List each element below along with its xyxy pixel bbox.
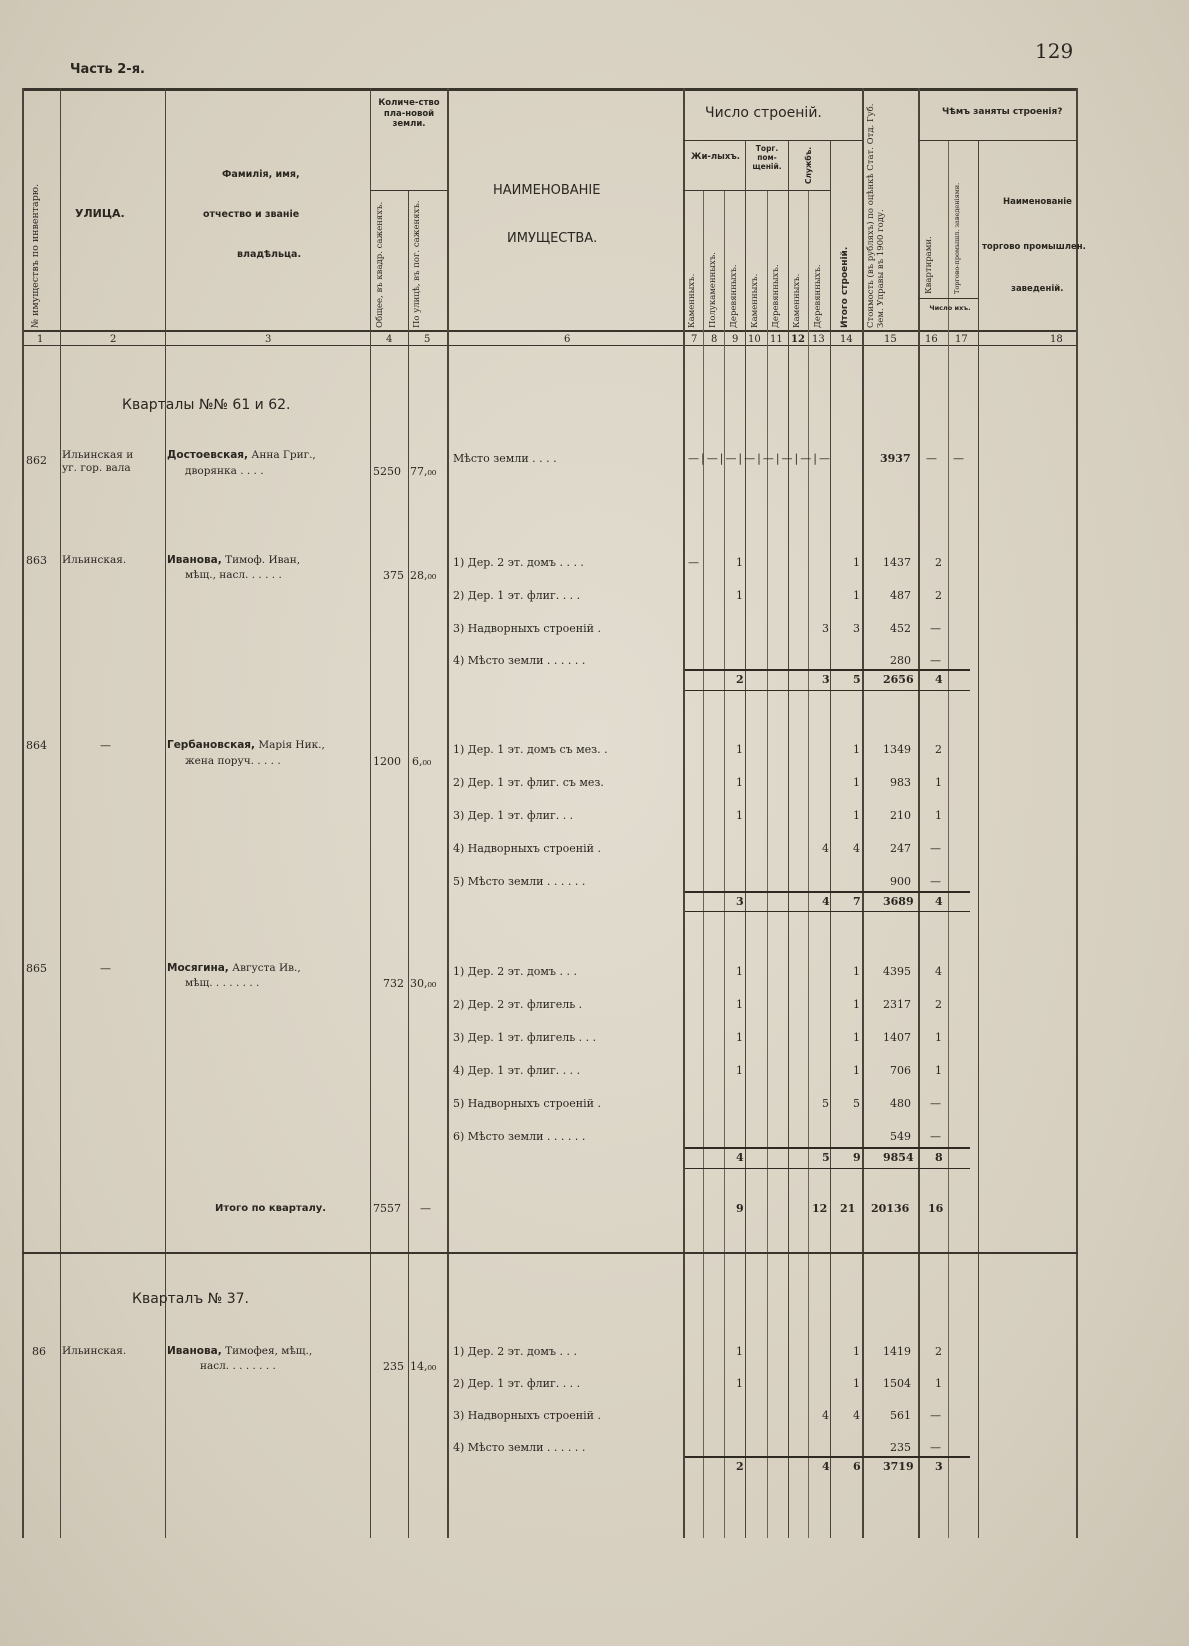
subtotal-service: 4 <box>822 895 830 908</box>
land-frontage: 6,₀₀ <box>412 755 432 768</box>
cost-value: 561 <box>890 1409 911 1422</box>
wooden-living-count: 1 <box>736 998 743 1011</box>
subtotal-line <box>685 1147 970 1149</box>
street-name: Ильинская. <box>62 1345 127 1357</box>
apartments-count: — <box>930 842 941 855</box>
col-divider <box>60 88 61 1538</box>
wooden-living-count: 1 <box>736 743 743 756</box>
header-col5: По улицѣ, въ пог. саженяхъ. <box>412 200 422 328</box>
header-col7: Каменныхъ. <box>687 273 697 328</box>
header-col13: Деревянныхъ. <box>813 264 823 328</box>
property-item: 1) Дер. 2 эт. домъ . . . . <box>453 556 584 569</box>
subtotal-wooden: 2 <box>736 1460 744 1473</box>
owner-name: Иванова, <box>167 554 222 566</box>
col-divider <box>788 140 789 1538</box>
owner-name-rest: Тимофея, мѣщ., <box>225 1345 313 1357</box>
street-name: уг. гор. вала <box>62 462 131 474</box>
owner-name: Мосягина, <box>167 962 229 974</box>
col-divider <box>745 140 746 1538</box>
owner-name-rest: Августа Ив., <box>232 962 301 974</box>
quarter-total-front: — <box>420 1202 431 1215</box>
header-item-2: ИМУЩЕСТВА. <box>507 231 598 246</box>
land-frontage: 14,₀₀ <box>410 1360 437 1373</box>
col-divider <box>830 140 831 1538</box>
header-buildings-group: Число строеній. <box>705 105 822 121</box>
apartments-count: — <box>930 1130 941 1143</box>
apartments-count: 1 <box>935 776 942 789</box>
building-dashes: —|—|—|—|—|—|—|— <box>688 452 832 465</box>
table-left-border <box>22 88 24 1538</box>
col-number: 17 <box>955 334 968 345</box>
table-right-border <box>1076 88 1078 1538</box>
header-col18-3: заведеній. <box>1011 284 1064 294</box>
wooden-living-count: 1 <box>736 1345 743 1358</box>
header-count: Число ихъ. <box>929 304 971 312</box>
total-buildings: 1 <box>853 1031 860 1044</box>
col-number: 16 <box>925 334 938 345</box>
property-item: 3) Дер. 1 эт. флигель . . . <box>453 1031 597 1044</box>
header-street: УЛИЦА. <box>75 207 125 220</box>
street-name: — <box>100 739 111 752</box>
quarter-total-wooden: 9 <box>736 1202 744 1215</box>
cost-value: 2317 <box>883 998 911 1011</box>
wooden-living-count: 1 <box>736 1031 743 1044</box>
property-number: 864 <box>26 739 47 752</box>
land-frontage: 77,₀₀ <box>410 465 437 478</box>
subtotal-buildings: 5 <box>853 673 861 686</box>
col-divider <box>918 88 920 1538</box>
apartments-count: 2 <box>935 589 942 602</box>
col-number: 13 <box>812 334 825 345</box>
apartments-count: — <box>930 654 941 667</box>
header-subline <box>683 140 862 141</box>
apartments-count: 1 <box>935 1064 942 1077</box>
col-divider <box>767 190 768 1538</box>
header-occupied-group: Чѣмъ заняты строенія? <box>942 107 1063 117</box>
subtotal-apartments: 4 <box>935 673 943 686</box>
property-number: 862 <box>26 454 47 467</box>
header-col18-2: торгово промышлен. <box>982 242 1086 252</box>
col-number: 5 <box>424 334 431 345</box>
cost-value: 549 <box>890 1130 911 1143</box>
property-item: 2) Дер. 1 эт. флиг. . . . <box>453 589 581 602</box>
subtotal-service: 4 <box>822 1460 830 1473</box>
total-buildings: 1 <box>853 1345 860 1358</box>
property-item: 2) Дер. 2 эт. флигель . <box>453 998 583 1011</box>
cost-value: 1437 <box>883 556 911 569</box>
header-col15: Стоимость (въ рубляхъ) по оцѣнкѣ Стат. Отд. Губ. Зем. Управы въ 1900 году. <box>866 103 886 328</box>
apartments-count: 4 <box>935 965 942 978</box>
apartments-count: — <box>930 622 941 635</box>
property-item: 4) Мѣсто земли . . . . . . <box>453 1441 586 1454</box>
owner-name-rest: Тимоф. Иван, <box>225 554 301 566</box>
land-area: 1200 <box>373 755 401 768</box>
owner-title: дворянка . . . . <box>185 465 264 477</box>
total-buildings: 1 <box>853 965 860 978</box>
wooden-living-count: 1 <box>736 776 743 789</box>
header-col9: Деревянныхъ. <box>729 264 739 328</box>
owner-title: мѣщ. . . . . . . . <box>185 977 260 989</box>
header-col12: Каменныхъ. <box>792 273 802 328</box>
col-number: 4 <box>386 334 393 345</box>
total-buildings: 1 <box>853 589 860 602</box>
quarter-total-service: 12 <box>812 1202 828 1215</box>
header-col18-1: Наименованіе <box>1003 197 1072 207</box>
subtotal-apartments: 4 <box>935 895 943 908</box>
col-number: 15 <box>884 334 897 345</box>
wooden-service-count: 3 <box>822 622 829 635</box>
col-number: 10 <box>748 334 761 345</box>
col-number: 18 <box>1050 334 1063 345</box>
header-col11: Деревянныхъ. <box>771 264 781 328</box>
cost-value: 4395 <box>883 965 911 978</box>
col-divider <box>808 190 809 1538</box>
owner-name: Достоевская, <box>167 449 249 461</box>
cost-value: 706 <box>890 1064 911 1077</box>
header-trade: Торг. пом-щеній. <box>752 144 782 171</box>
quarter-title: Кварталы №№ 61 и 62. <box>122 397 291 413</box>
wooden-living-count: 1 <box>736 965 743 978</box>
property-item: 2) Дер. 1 эт. флиг. съ мез. <box>453 776 604 789</box>
property-item: 1) Дер. 1 эт. домъ съ мез. . <box>453 743 608 756</box>
cost-value: 3937 <box>880 452 911 465</box>
subtotal-apartments: 8 <box>935 1151 943 1164</box>
total-buildings: 1 <box>853 556 860 569</box>
property-item: 4) Надворныхъ строеній . <box>453 842 601 855</box>
apartments-count: — <box>930 875 941 888</box>
subtotal-wooden: 3 <box>736 895 744 908</box>
col-number: 6 <box>564 334 571 345</box>
total-buildings: 3 <box>853 622 860 635</box>
cost-value: 247 <box>890 842 911 855</box>
subtotal-buildings: 7 <box>853 895 861 908</box>
col-number: 7 <box>691 334 698 345</box>
cost-value: 235 <box>890 1441 911 1454</box>
block-separator <box>22 1252 1078 1254</box>
property-number: 865 <box>26 962 47 975</box>
street-name: Ильинская и <box>62 449 134 461</box>
subtotal-cost: 3689 <box>883 895 914 908</box>
apartments-count: — <box>930 1097 941 1110</box>
col-divider <box>447 88 449 1538</box>
cost-value: 1504 <box>883 1377 911 1390</box>
header-col10: Каменныхъ. <box>750 273 760 328</box>
cost-value: 280 <box>890 654 911 667</box>
col-number: 14 <box>840 334 853 345</box>
header-service: Службъ. <box>804 146 813 184</box>
land-frontage: 30,₀₀ <box>410 977 437 990</box>
dash: — <box>688 556 699 569</box>
apartments-count: — <box>930 1441 941 1454</box>
subtotal-line <box>685 669 970 671</box>
property-item: 3) Дер. 1 эт. флиг. . . <box>453 809 574 822</box>
property-item: Мѣсто земли . . . . <box>453 452 557 465</box>
subtotal-line <box>685 891 970 893</box>
apartments-count: 2 <box>935 998 942 1011</box>
apartments-count: 2 <box>935 556 942 569</box>
apartments-count: 2 <box>935 1345 942 1358</box>
col-divider <box>408 190 409 1538</box>
cost-value: 900 <box>890 875 911 888</box>
cost-value: 983 <box>890 776 911 789</box>
street-name: — <box>100 962 111 975</box>
quarter-total-cost: 20136 <box>871 1202 910 1215</box>
cost-value: 487 <box>890 589 911 602</box>
col-number: 8 <box>711 334 718 345</box>
subtotal-line <box>685 1456 970 1458</box>
header-owner-1: Фамилія, имя, <box>222 169 300 180</box>
col-number: 11 <box>770 334 783 345</box>
subtotal-service: 3 <box>822 673 830 686</box>
owner-title: мѣщ., насл. . . . . . <box>185 569 282 581</box>
header-col1: № имуществъ по инвентарю. <box>30 183 41 328</box>
subtotal-wooden: 2 <box>736 673 744 686</box>
col-divider <box>978 140 979 1538</box>
subtotal-wooden: 4 <box>736 1151 744 1164</box>
cost-value: 452 <box>890 622 911 635</box>
col-divider <box>165 88 166 1538</box>
wooden-living-count: 1 <box>736 589 743 602</box>
wooden-living-count: 1 <box>736 809 743 822</box>
property-item: 4) Дер. 1 эт. флиг. . . . <box>453 1064 581 1077</box>
subtotal-cost: 2656 <box>883 673 914 686</box>
owner-name-rest: Марія Ник., <box>258 739 325 751</box>
total-buildings: 1 <box>853 743 860 756</box>
col-number: 3 <box>265 334 272 345</box>
property-item: 5) Надворныхъ строеній . <box>453 1097 601 1110</box>
cost-value: 1407 <box>883 1031 911 1044</box>
subtotal-cost: 9854 <box>883 1151 914 1164</box>
subtotal-buildings: 9 <box>853 1151 861 1164</box>
header-col17: Торгово-промышл. заведеніями. <box>953 182 961 294</box>
quarter-title: Кварталъ № 37. <box>132 1291 249 1307</box>
land-area: 235 <box>383 1360 404 1373</box>
header-subline <box>918 140 1076 141</box>
property-item: 2) Дер. 1 эт. флиг. . . . <box>453 1377 581 1390</box>
col-number: 2 <box>110 334 117 345</box>
property-number: 86 <box>32 1345 46 1358</box>
total-buildings: 1 <box>853 1377 860 1390</box>
quarter-total-area: 7557 <box>373 1202 401 1215</box>
property-item: 6) Мѣсто земли . . . . . . <box>453 1130 586 1143</box>
apartments-count: — <box>930 1409 941 1422</box>
total-buildings: 1 <box>853 809 860 822</box>
wooden-service-count: 5 <box>822 1097 829 1110</box>
land-area: 5250 <box>373 465 401 478</box>
land-area: 732 <box>383 977 404 990</box>
cost-value: 480 <box>890 1097 911 1110</box>
subtotal-service: 5 <box>822 1151 830 1164</box>
property-number: 863 <box>26 554 47 567</box>
header-item-1: НАИМЕНОВАНІЕ <box>493 183 601 198</box>
col-divider <box>703 190 704 1538</box>
property-item: 3) Надворныхъ строеній . <box>453 1409 601 1422</box>
owner-name-rest: Анна Григ., <box>251 449 316 461</box>
header-owner-2: отчество и званіе <box>203 209 300 220</box>
land-frontage: 28,₀₀ <box>410 569 437 582</box>
col-divider <box>948 140 949 1538</box>
header-col4: Общее, въ квадр. саженяхъ. <box>375 201 385 328</box>
col-divider <box>724 190 725 1538</box>
property-item: 1) Дер. 2 эт. домъ . . . <box>453 1345 577 1358</box>
wooden-living-count: 1 <box>736 1377 743 1390</box>
header-col14: Итого строеній. <box>840 246 850 328</box>
header-col8: Полукаменныхъ. <box>708 252 718 328</box>
header-subline <box>683 190 830 191</box>
header-subline <box>370 190 447 191</box>
owner-name: Иванова, <box>167 1345 222 1357</box>
col-number: 1 <box>37 334 44 345</box>
owner-title: жена поруч. . . . . <box>185 755 281 767</box>
total-buildings: 1 <box>853 1064 860 1077</box>
property-item: 5) Мѣсто земли . . . . . . <box>453 875 586 888</box>
property-item: 3) Надворныхъ строеній . <box>453 622 601 635</box>
total-buildings: 1 <box>853 998 860 1011</box>
part-label: Часть 2-я. <box>70 62 145 77</box>
wooden-service-count: 4 <box>822 1409 829 1422</box>
subtotal-cost: 3719 <box>883 1460 914 1473</box>
owner-name: Гербановская, <box>167 739 256 751</box>
total-buildings: 4 <box>853 842 860 855</box>
col-number: 12 <box>791 334 805 345</box>
col-divider <box>370 88 371 1538</box>
subtotal-buildings: 6 <box>853 1460 861 1473</box>
quarter-total-buildings: 21 <box>840 1202 856 1215</box>
subtotal-line <box>685 911 970 912</box>
header-owner-3: владѣльца. <box>237 249 302 260</box>
owner-title: насл. . . . . . . . <box>200 1360 276 1372</box>
subtotal-line <box>685 690 970 691</box>
apartments-count: 1 <box>935 809 942 822</box>
quarter-total-label: Итого по кварталу. <box>215 1203 327 1214</box>
col-divider <box>683 88 685 1538</box>
apartments-count: — <box>926 452 937 465</box>
total-buildings: 4 <box>853 1409 860 1422</box>
header-living: Жи-лыхъ. <box>691 152 740 162</box>
col-number: 9 <box>732 334 739 345</box>
quarter-total-apartments: 16 <box>928 1202 944 1215</box>
apartments-count: 2 <box>935 743 942 756</box>
apartments-count: 1 <box>935 1031 942 1044</box>
header-col16: Квартирами. <box>924 236 934 294</box>
wooden-service-count: 4 <box>822 842 829 855</box>
header-land-group: Количе-ство пла-новой земли. <box>378 98 440 130</box>
wooden-living-count: 1 <box>736 556 743 569</box>
property-item: 4) Мѣсто земли . . . . . . <box>453 654 586 667</box>
wooden-living-count: 1 <box>736 1064 743 1077</box>
cost-value: 1419 <box>883 1345 911 1358</box>
page-number: 129 <box>1035 39 1074 63</box>
subtotal-apartments: 3 <box>935 1460 943 1473</box>
total-buildings: 5 <box>853 1097 860 1110</box>
total-buildings: 1 <box>853 776 860 789</box>
street-name: Ильинская. <box>62 554 127 566</box>
land-area: 375 <box>383 569 404 582</box>
cost-value: 210 <box>890 809 911 822</box>
apartments-count: 1 <box>935 1377 942 1390</box>
col-divider <box>862 88 864 1538</box>
trade-count: — <box>953 452 964 465</box>
header-subline <box>918 298 978 299</box>
subtotal-line <box>685 1168 970 1169</box>
property-item: 1) Дер. 2 эт. домъ . . . <box>453 965 577 978</box>
cost-value: 1349 <box>883 743 911 756</box>
